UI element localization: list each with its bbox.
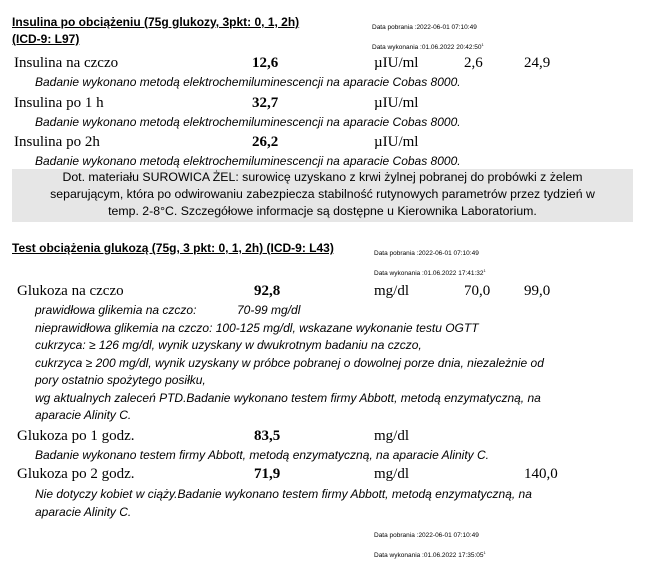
section-icd-insulin: (ICD-9: L97) xyxy=(12,32,80,46)
download-date: Data pobrania :2022-06-01 07:10:49 xyxy=(372,24,477,31)
test-note: Badanie wykonano testem firmy Abbott, metodą enzymatyczną, na aparacie Alinity C. xyxy=(35,448,490,462)
test-unit: mg/dl xyxy=(374,283,410,299)
section-title-insulin: Insulina po obciążeniu (75g glukozy, 3pkt: 0, 1, 2h) xyxy=(12,15,300,29)
ref-high: 24,9 xyxy=(524,55,551,71)
exec-date: Data wykonania :01.06.2022 $17:41:32^1$ xyxy=(374,268,486,278)
test-unit: µIU/ml xyxy=(374,95,419,111)
test-note: Nie dotyczy kobiet w ciąży.Badanie wykonano testem firmy Abbott, metodą enzymatyczną, na xyxy=(35,487,532,501)
notice-line: separującym, która po odwirowaniu zabezpiecza stabilność rutynowych parametrów przez tydzień w xyxy=(50,187,595,201)
test-note: Badanie wykonano metodą elektrochemiluminescencji na aparacie Cobas 8000. xyxy=(35,75,461,89)
download-date: Data pobrania :2022-06-01 07:10:49 xyxy=(374,532,479,539)
test-note: Badanie wykonano metodą elektrochemiluminescencji na aparacie Cobas 8000. xyxy=(35,115,461,129)
exec-date: Data wykonania :01.06.2022 $17:35:05^1$ xyxy=(374,550,486,560)
test-note: nieprawidłowa glikemia na czczo: 100-125 mg/dl, wskazane wykonanie testu OGTT xyxy=(35,321,479,335)
download-date: Data pobrania :2022-06-01 07:10:49 xyxy=(374,250,479,257)
test-note: pory ostatnio spożytego posiłku, xyxy=(35,373,206,387)
material-notice xyxy=(12,169,633,222)
test-note: cukrzyca ≥ 200 mg/dl, wynik uzyskany w próbce pobranej o dowolnej porze dnia, niezależnie od xyxy=(35,356,544,370)
ref-high: 140,0 xyxy=(524,466,558,482)
test-value: 32,7 xyxy=(252,95,279,111)
test-note: 70-99 mg/dl xyxy=(237,303,301,317)
test-note: aparacie Alinity C. xyxy=(35,505,132,519)
section-title-glucose: Test obciążenia glukozą (75g, 3 pkt: 0, 1, 2h) (ICD-9: L43) xyxy=(12,241,334,255)
test-note: wg aktualnych zaleceń PTD.Badanie wykonano testem firmy Abbott, metodą enzymatyczną, na xyxy=(35,391,541,405)
test-value: 26,2 xyxy=(252,134,279,150)
test-note: Badanie wykonano metodą elektrochemiluminescencji na aparacie Cobas 8000. xyxy=(35,154,461,168)
test-value: 92,8 xyxy=(254,283,281,299)
test-name: Glukoza po 1 godz. xyxy=(17,428,135,444)
exec-date: Data wykonania :01.06.2022 $20:42:50^1$ xyxy=(372,42,484,52)
test-name: Insulina po 2h xyxy=(14,134,100,150)
ref-low: 2,6 xyxy=(464,55,483,71)
test-note: prawidłowa glikemia na czczo: xyxy=(35,303,197,317)
notice-line: temp. 2-8°C. Szczegółowe informacje są dostępne u Kierownika Laboratorium. xyxy=(108,204,537,218)
notice-line: Dot. materiału SUROWICA ŻEL: surowicę uzyskano z krwi żylnej pobranej do probówki z żelem xyxy=(62,170,583,184)
test-name: Glukoza po 2 godz. xyxy=(17,466,135,482)
test-name: Insulina po 1 h xyxy=(14,95,104,111)
ref-low: 70,0 xyxy=(464,283,491,299)
ref-high: 99,0 xyxy=(524,283,551,299)
test-name: Insulina na czczo xyxy=(14,55,119,71)
test-value: 12,6 xyxy=(252,55,279,71)
test-value: 71,9 xyxy=(254,466,281,482)
test-note: cukrzyca: ≥ 126 mg/dl, wynik uzyskany w dwukrotnym badaniu na czczo, xyxy=(35,338,422,352)
test-name: Glukoza na czczo xyxy=(17,283,124,299)
test-note: aparacie Alinity C. xyxy=(35,408,132,422)
test-unit: µIU/ml xyxy=(374,134,419,150)
test-value: 83,5 xyxy=(254,428,281,444)
test-unit: mg/dl xyxy=(374,428,410,444)
test-unit: µIU/ml xyxy=(374,55,419,71)
test-unit: mg/dl xyxy=(374,466,410,482)
